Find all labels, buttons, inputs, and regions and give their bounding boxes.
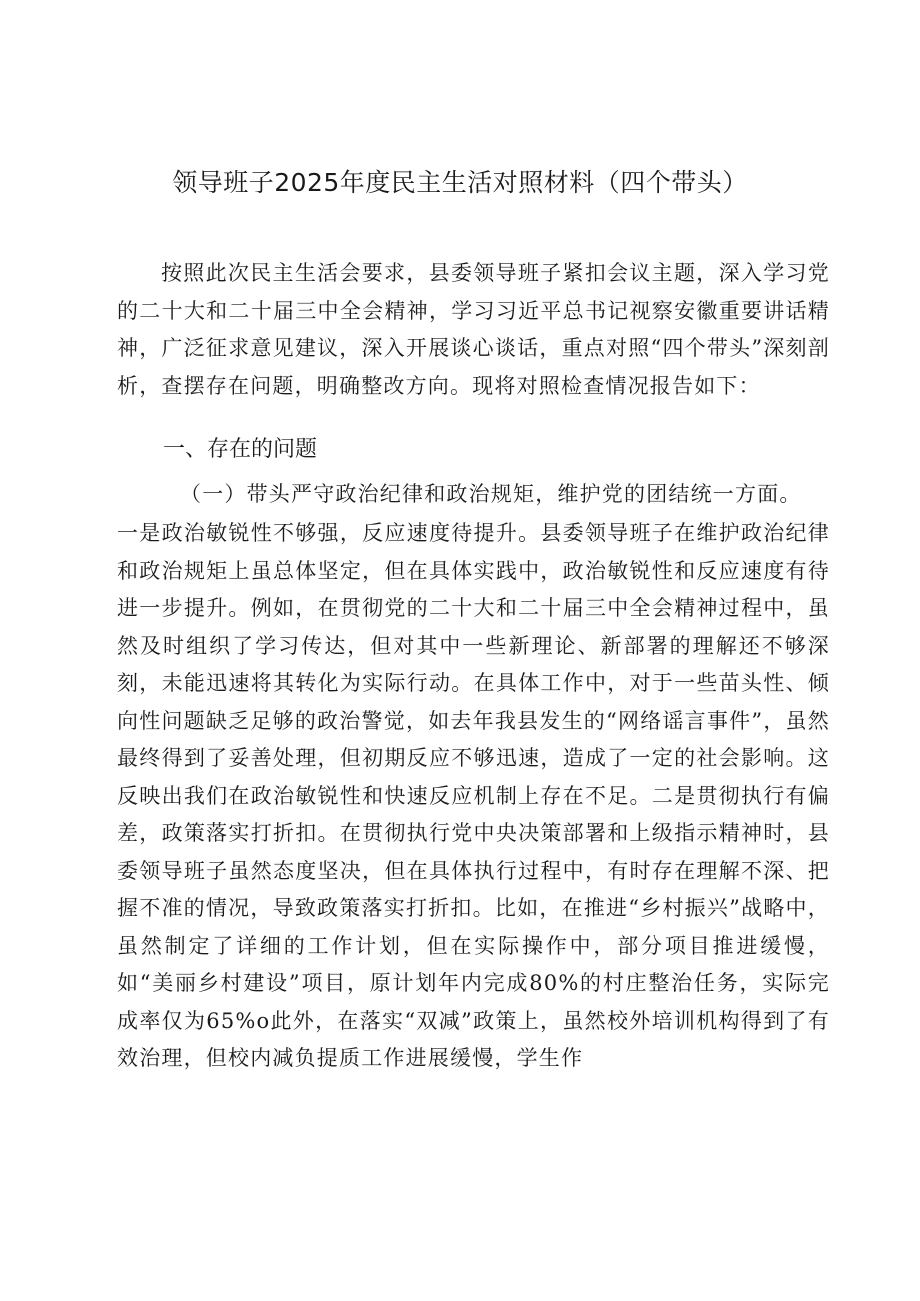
intro-paragraph: 按照此次民主生活会要求，县委领导班子紧扣会议主题，深入学习党的二十大和二十届三中全会精神，学习习近平总书记视察安徽重要讲话精神，广泛征求意见建议，深入开展谈心谈话，重点对照“四个带头”深刻剖析，查摆存在问题，明确整改方向。现将对照检查情况报告如下： — [117, 261, 830, 398]
document-title: 领导班子2025年度民主生活对照材料（四个带头） — [172, 168, 748, 197]
subsection-heading: （一）带头严守政治纪律和政治规矩，维护党的团结统一方面。 — [180, 482, 802, 506]
section-heading: 一、存在的问题 — [163, 437, 318, 462]
main-paragraph: 一是政治敏锐性不够强，反应速度待提升。县委领导班子在维护政治纪律和政治规矩上虽总体坚定，但在具体实践中，政治敏锐性和反应速度有待进一步提升。例如，在贯彻党的二十大和二十届三中全会精神过程中，虽然及时组织了学习传达，但对其中一些新理论、新部署的理解还不够深刻，未能迅速将其转化为实际行动。在具体工作中，对于一些苗头性、倾向性问题缺乏足够的政治警觉，如去年我县发生的“网络谣言事件”，虽然最终得到了妥善处理，但初期反应不够迅速，造成了一定的社会影响。这反映出我们在政治敏锐性和快速反应机制上存在不足。二是贯彻执行有偏差，政策落实打折扣。在贯彻执行党中央决策部署和上级指示精神时，县委领导班子虽然态度坚决，但在具体执行过程中，有时存在理解不深、把握不准的情况，导致政策落实打折扣。比如，在推进“乡村振兴”战略中，虽然制定了详细的工作计划，但在实际操作中，部分项目推进缓慢，如“美丽乡村建设”项目，原计划年内完成80%的村庄整治任务，实际完成率仅为65%o此外，在落实“双减”政策上，虽然校外培训机构得到了有效治理，但校内减负提质工作进展缓慢，学生作 — [117, 521, 830, 1070]
